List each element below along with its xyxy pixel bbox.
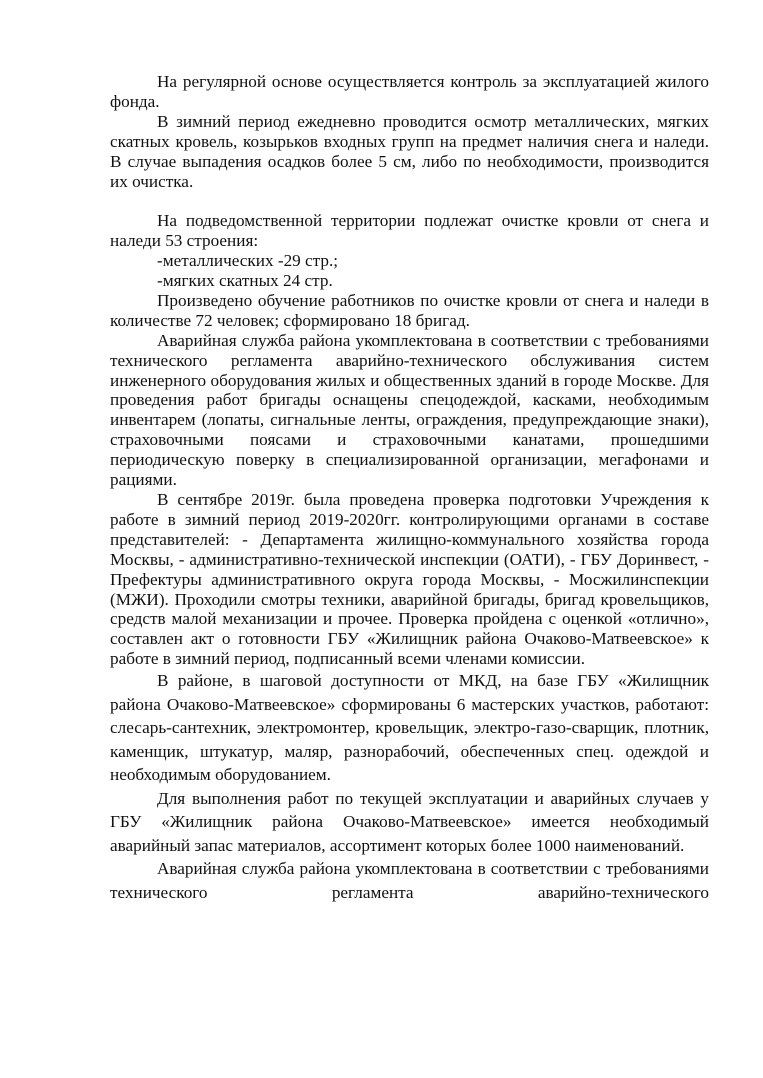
list-item-soft-roofs: -мягких скатных 24 стр. [157,271,333,291]
paragraph-september-inspection: В сентябре 2019г. была проведена проверка подготовки Учреждения к работе в зимний период 2019-2020гг. контролирующими органами в составе представителей: - Департамента жилищно-коммунального хозяйства города Москвы, - административно-технической инспекции (ОАТИ), - ГБУ Доринвест, - Префектуры административного округа города Москвы, - Мосжилинспекции (МЖИ). Проходили смотры техники, аварийной бригады, бригад кровельщиков, средств малой механизации и прочее. Проверка пройдена с оценкой «отлично», составлен акт о готовности ГБУ «Жилищник района Очаково-Матвеевское» к работе в зимний период, подписанный всеми членами комиссии. [110,490,709,669]
paragraph-workshops: В районе, в шаговой доступности от МКД, на базе ГБУ «Жилищник района Очаково-Матвеевское» сформированы 6 мастерских участков, работают: слесарь-сантехник, электромонтер, кровельщик, электро-газо-сварщик, плотник, каменщик, штукатур, маляр, разнорабочий, обеспеченных спец. одеждой и необходимым оборудованием. [110,671,709,785]
list-item-metal-roofs: -металлических -29 стр.; [157,251,339,271]
paragraph-emergency-service-continued: Аварийная служба района укомплектована в соответствии с требованиями технического регламента аварийно-технического [110,859,709,902]
paragraph-worker-training: Произведено обучение работников по очистке кровли от снега и наледи в количестве 72 человек; сформировано 18 бригад. [110,290,709,330]
paragraph-emergency-stock: Для выполнения работ по текущей эксплуатации и аварийных случаев у ГБУ «Жилищник района Очаково-Матвеевское» имеется необходимый аварийный запас материалов, ассортимент которых более 1000 наименований. [110,788,709,855]
paragraph-roof-buildings: На подведомственной территории подлежат очистке кровли от снега и наледи 53 строения: [110,211,709,251]
paragraph-emergency-service: Аварийная служба района укомплектована в соответствии с требованиями технического регламента аварийно-технического обслуживания систем инженерного оборудования жилых и общественных зданий в городе Москве. Для проведения работ бригады оснащены спецодеждой, касками, необходимым инвентарем (лопаты, сигнальные ленты, ограждения, предупреждающие знаки), страховочными поясами и страховочными канатами, прошедшими периодическую поверку в специализированной организации, мегафонами и рациями. [110,330,709,490]
paragraph-spacer [110,191,709,211]
paragraph-housing-control: На регулярной основе осуществляется контроль за эксплуатацией жилого фонда. [110,72,709,111]
document-body [110,72,709,904]
paragraph-winter-inspection: В зимний период ежедневно проводится осмотр металлических, мягких скатных кровель, козырьков входных групп на предмет наличия снега и наледи. В случае выпадения осадков более 5 см, либо по необходимости, производится их очистка. [110,111,709,191]
